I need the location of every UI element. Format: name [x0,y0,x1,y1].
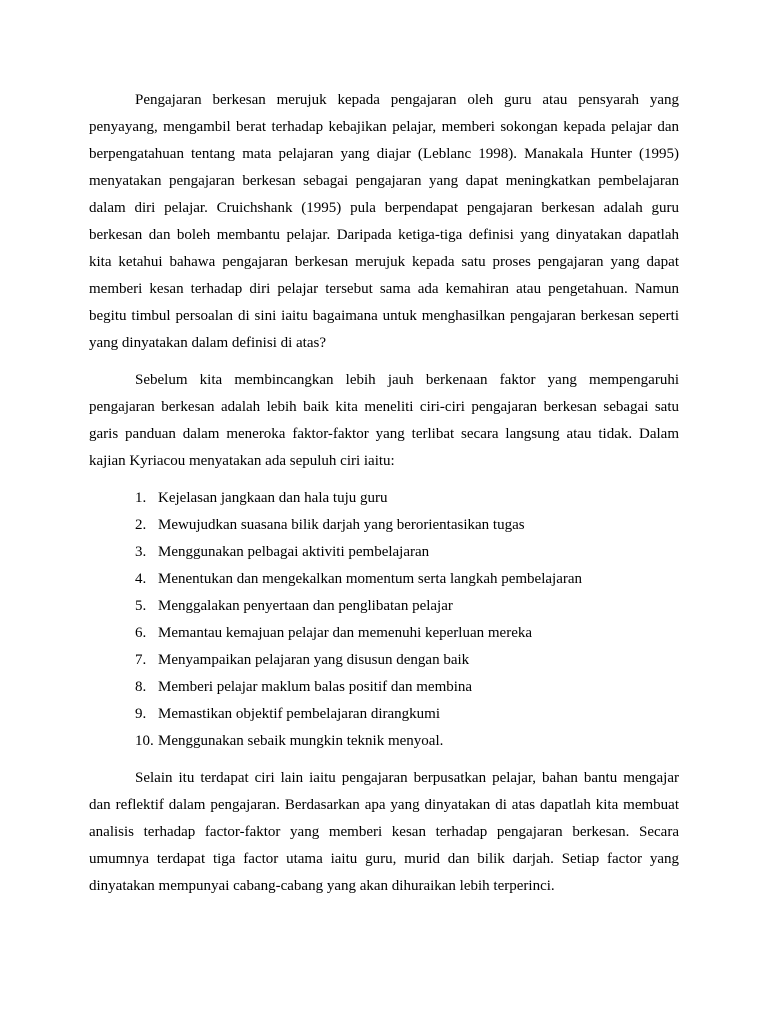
list-text: Mewujudkan suasana bilik darjah yang berorientasikan tugas [158,517,525,533]
list-number: 1. [135,490,147,506]
list-number: 2. [135,517,147,533]
paragraph-line: Selain itu terdapat ciri lain iaitu pengajaran berpusatkan pelajar, bahan bantu mengajar [135,770,679,786]
paragraph-line: dan reflektif dalam pengajaran. Berdasarkan apa yang dinyatakan di atas dapatlah kita membuat [89,797,679,813]
list-text: Menentukan dan mengekalkan momentum serta langkah pembelajaran [158,571,583,587]
paragraph-line: dinyatakan mempunyai cabang-cabang yang akan dihuraikan lebih terperinci. [89,878,555,894]
list-text: Menyampaikan pelajaran yang disusun dengan baik [158,652,470,668]
paragraph-line: begitu timbul persoalan di sini iaitu bagaimana untuk menghasilkan pengajaran berkesan seperti [89,308,679,324]
paragraph-line: analisis terhadap factor-faktor yang memberi kesan terhadap pengajaran berkesan. Secara [89,824,679,840]
list-number: 9. [135,706,147,722]
list-item [135,728,679,755]
list-item [135,647,679,674]
paragraph-line: Pengajaran berkesan merujuk kepada pengajaran oleh guru atau pensyarah yang [135,92,679,108]
list-text: Menggalakan penyertaan dan penglibatan pelajar [158,598,453,614]
list-item [135,566,679,593]
paragraph-definition [89,87,679,357]
list-text: Memastikan objektif pembelajaran dirangkumi [158,706,440,722]
paragraph-line: menyatakan pengajaran berkesan sebagai pengajaran yang dapat meningkatkan pembelajaran [89,173,679,189]
list-number: 6. [135,625,147,641]
list-text: Memberi pelajar maklum balas positif dan membina [158,679,473,695]
list-item [135,593,679,620]
list-item [135,539,679,566]
document-body [89,87,679,910]
list-number: 8. [135,679,147,695]
list-item [135,674,679,701]
paragraph-line: yang dinyatakan dalam definisi di atas? [89,335,327,351]
paragraph-line: garis panduan dalam meneroka faktor-faktor yang terlibat secara langsung atau tidak. Dalam [89,426,679,442]
paragraph-analysis [89,765,679,900]
paragraph-line: memberi kesan terhadap diri pelajar tersebut sama ada kemahiran atau pengetahuan. Namun [89,281,679,297]
list-item [135,701,679,728]
paragraph-line: penyayang, mengambil berat terhadap kebajikan pelajar, memberi sokongan kepada pelajar dan [89,119,679,135]
list-text: Menggunakan pelbagai aktiviti pembelajaran [158,544,430,560]
paragraph-line: berpengatahuan tentang mata pelajaran yang diajar (Leblanc 1998). Manakala Hunter (1995) [89,146,679,162]
list-item [135,485,679,512]
list-item [135,512,679,539]
paragraph-line: kajian Kyriacou menyatakan ada sepuluh ciri iaitu: [89,453,395,469]
numbered-list [89,485,679,755]
paragraph-line: pengajaran berkesan adalah lebih baik kita meneliti ciri-ciri pengajaran berkesan sebagai satu [89,399,679,415]
paragraph-line: berkesan dan boleh membantu pelajar. Daripada ketiga-tiga definisi yang dinyatakan dapatlah [89,227,679,243]
paragraph-line: kita ketahui bahawa pengajaran berkesan merujuk kepada satu proses pengajaran yang dapat [89,254,679,270]
list-number: 3. [135,544,147,560]
paragraph-line: umumnya terdapat tiga factor utama iaitu guru, murid dan bilik darjah. Setiap factor yang [89,851,679,867]
list-text: Memantau kemajuan pelajar dan memenuhi keperluan mereka [158,625,533,641]
list-number: 5. [135,598,147,614]
list-number: 10. [135,733,154,749]
list-number: 4. [135,571,147,587]
paragraph-line: dalam diri pelajar. Cruichshank (1995) pula berpendapat pengajaran berkesan adalah guru [89,200,679,216]
paragraph-characteristics-intro [89,367,679,475]
list-text: Kejelasan jangkaan dan hala tuju guru [158,490,388,506]
list-item [135,620,679,647]
list-number: 7. [135,652,147,668]
list-text: Menggunakan sebaik mungkin teknik menyoal. [158,733,444,749]
paragraph-line: Sebelum kita membincangkan lebih jauh berkenaan faktor yang mempengaruhi [135,372,679,388]
